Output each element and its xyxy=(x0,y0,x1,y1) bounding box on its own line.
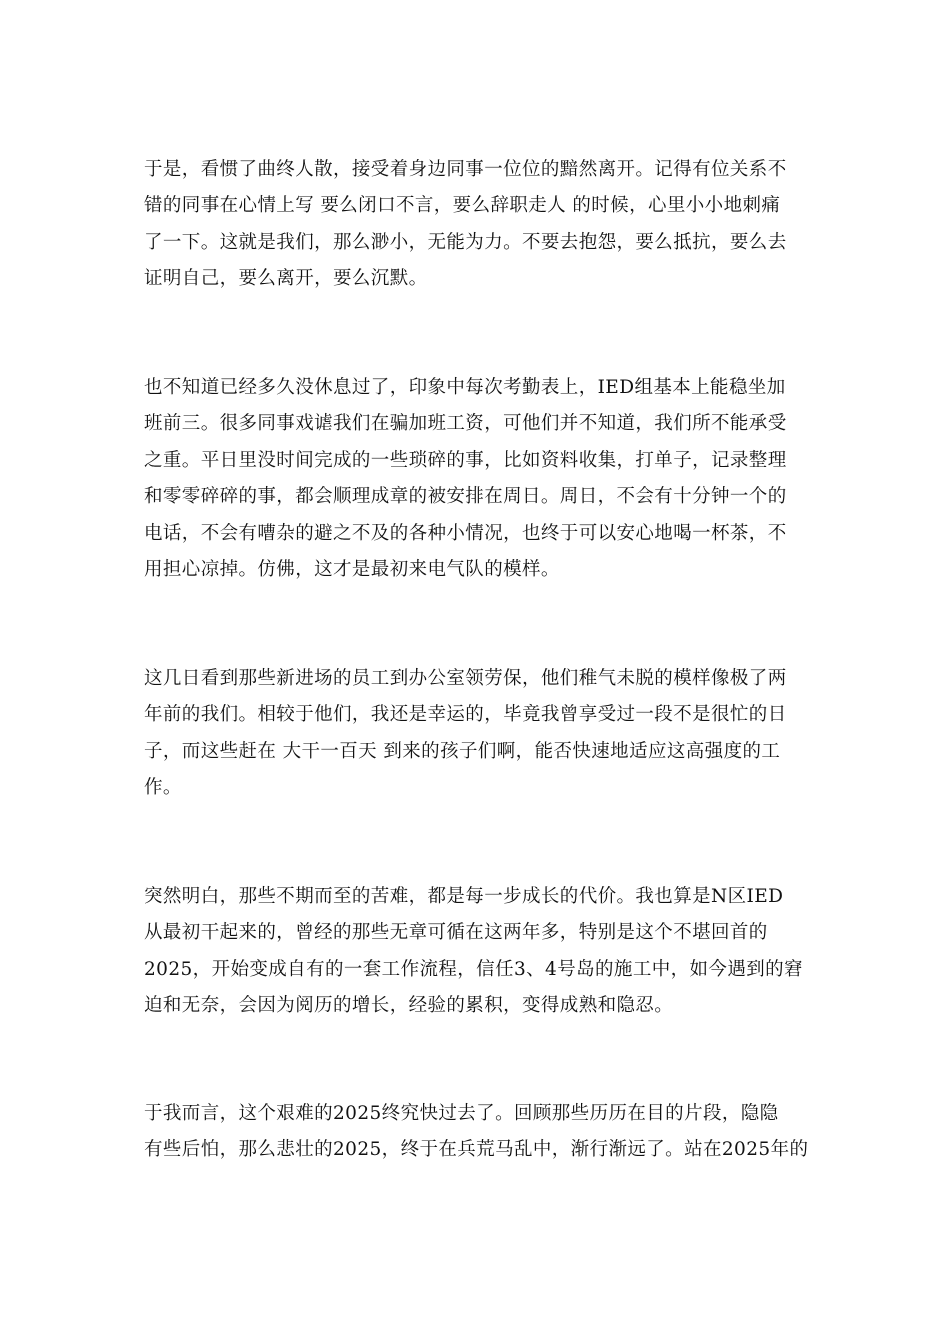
paragraph-line: 于我而言，这个艰难的2025终究快过去了。回顾那些历历在目的片段，隐隐 xyxy=(144,1103,779,1124)
paragraph-line: 这几日看到那些新进场的员工到办公室领劳保，他们稚气未脱的模样像极了两 xyxy=(144,668,787,689)
paragraph-line: 从最初干起来的，曾经的那些无章可循在这两年多，特别是这个不堪回首的 xyxy=(144,922,768,944)
paragraph-line: 突然明白，那些不期而至的苦难，都是每一步成长的代价。我也算是N区IED xyxy=(144,886,784,907)
paragraph-line: 电话，不会有嘈杂的避之不及的各种小情况，也终于可以安心地喝一杯茶，不 xyxy=(144,522,787,544)
paragraph-line: 作。 xyxy=(144,777,182,799)
paragraph-5 xyxy=(144,1096,808,1169)
paragraph-line: 年前的我们。相较于他们，我还是幸运的，毕竟我曾享受过一段不是很忙的日 xyxy=(144,704,787,726)
paragraph-4 xyxy=(144,879,808,1025)
paragraph-line: 也不知道已经多久没休息过了，印象中每次考勤表上，IED组基本上能稳坐加 xyxy=(144,377,786,398)
paragraph-line: 迫和无奈，会因为阅历的增长，经验的累积，变得成熟和隐忍。 xyxy=(144,995,674,1017)
paragraph-2 xyxy=(144,370,808,588)
paragraph-line: 班前三。很多同事戏谑我们在骗加班工资，可他们并不知道，我们所不能承受 xyxy=(144,413,787,435)
paragraph-line: 错的同事在心情上写 要么闭口不言，要么辞职走人 的时候，心里小小地刺痛 xyxy=(144,195,781,217)
paragraph-line: 于是，看惯了曲终人散，接受着身边同事一位位的黯然离开。记得有位关系不 xyxy=(144,159,787,180)
paragraph-3 xyxy=(144,661,808,807)
paragraph-line: 之重。平日里没时间完成的一些琐碎的事，比如资料收集，打单子，记录整理 xyxy=(144,449,787,471)
paragraph-line: 了一下。这就是我们，那么渺小，无能为力。不要去抱怨，要么抵抗，要么去 xyxy=(144,231,787,253)
paragraph-line: 用担心凉掉。仿佛，这才是最初来电气队的模样。 xyxy=(144,558,560,580)
paragraph-1 xyxy=(144,152,808,298)
paragraph-line: 证明自己，要么离开，要么沉默。 xyxy=(144,268,428,290)
paragraph-line: 有些后怕，那么悲壮的2025，终于在兵荒马乱中，渐行渐远了。站在2025年的 xyxy=(144,1139,809,1161)
paragraph-line: 2025，开始变成自有的一套工作流程，信任3、4号岛的施工中，如今遇到的窘 xyxy=(144,958,803,980)
paragraph-line: 子，而这些赶在 大干一百天 到来的孩子们啊，能否快速地适应这高强度的工 xyxy=(144,740,781,762)
paragraph-line: 和零零碎碎的事，都会顺理成章的被安排在周日。周日，不会有十分钟一个的 xyxy=(144,486,787,508)
